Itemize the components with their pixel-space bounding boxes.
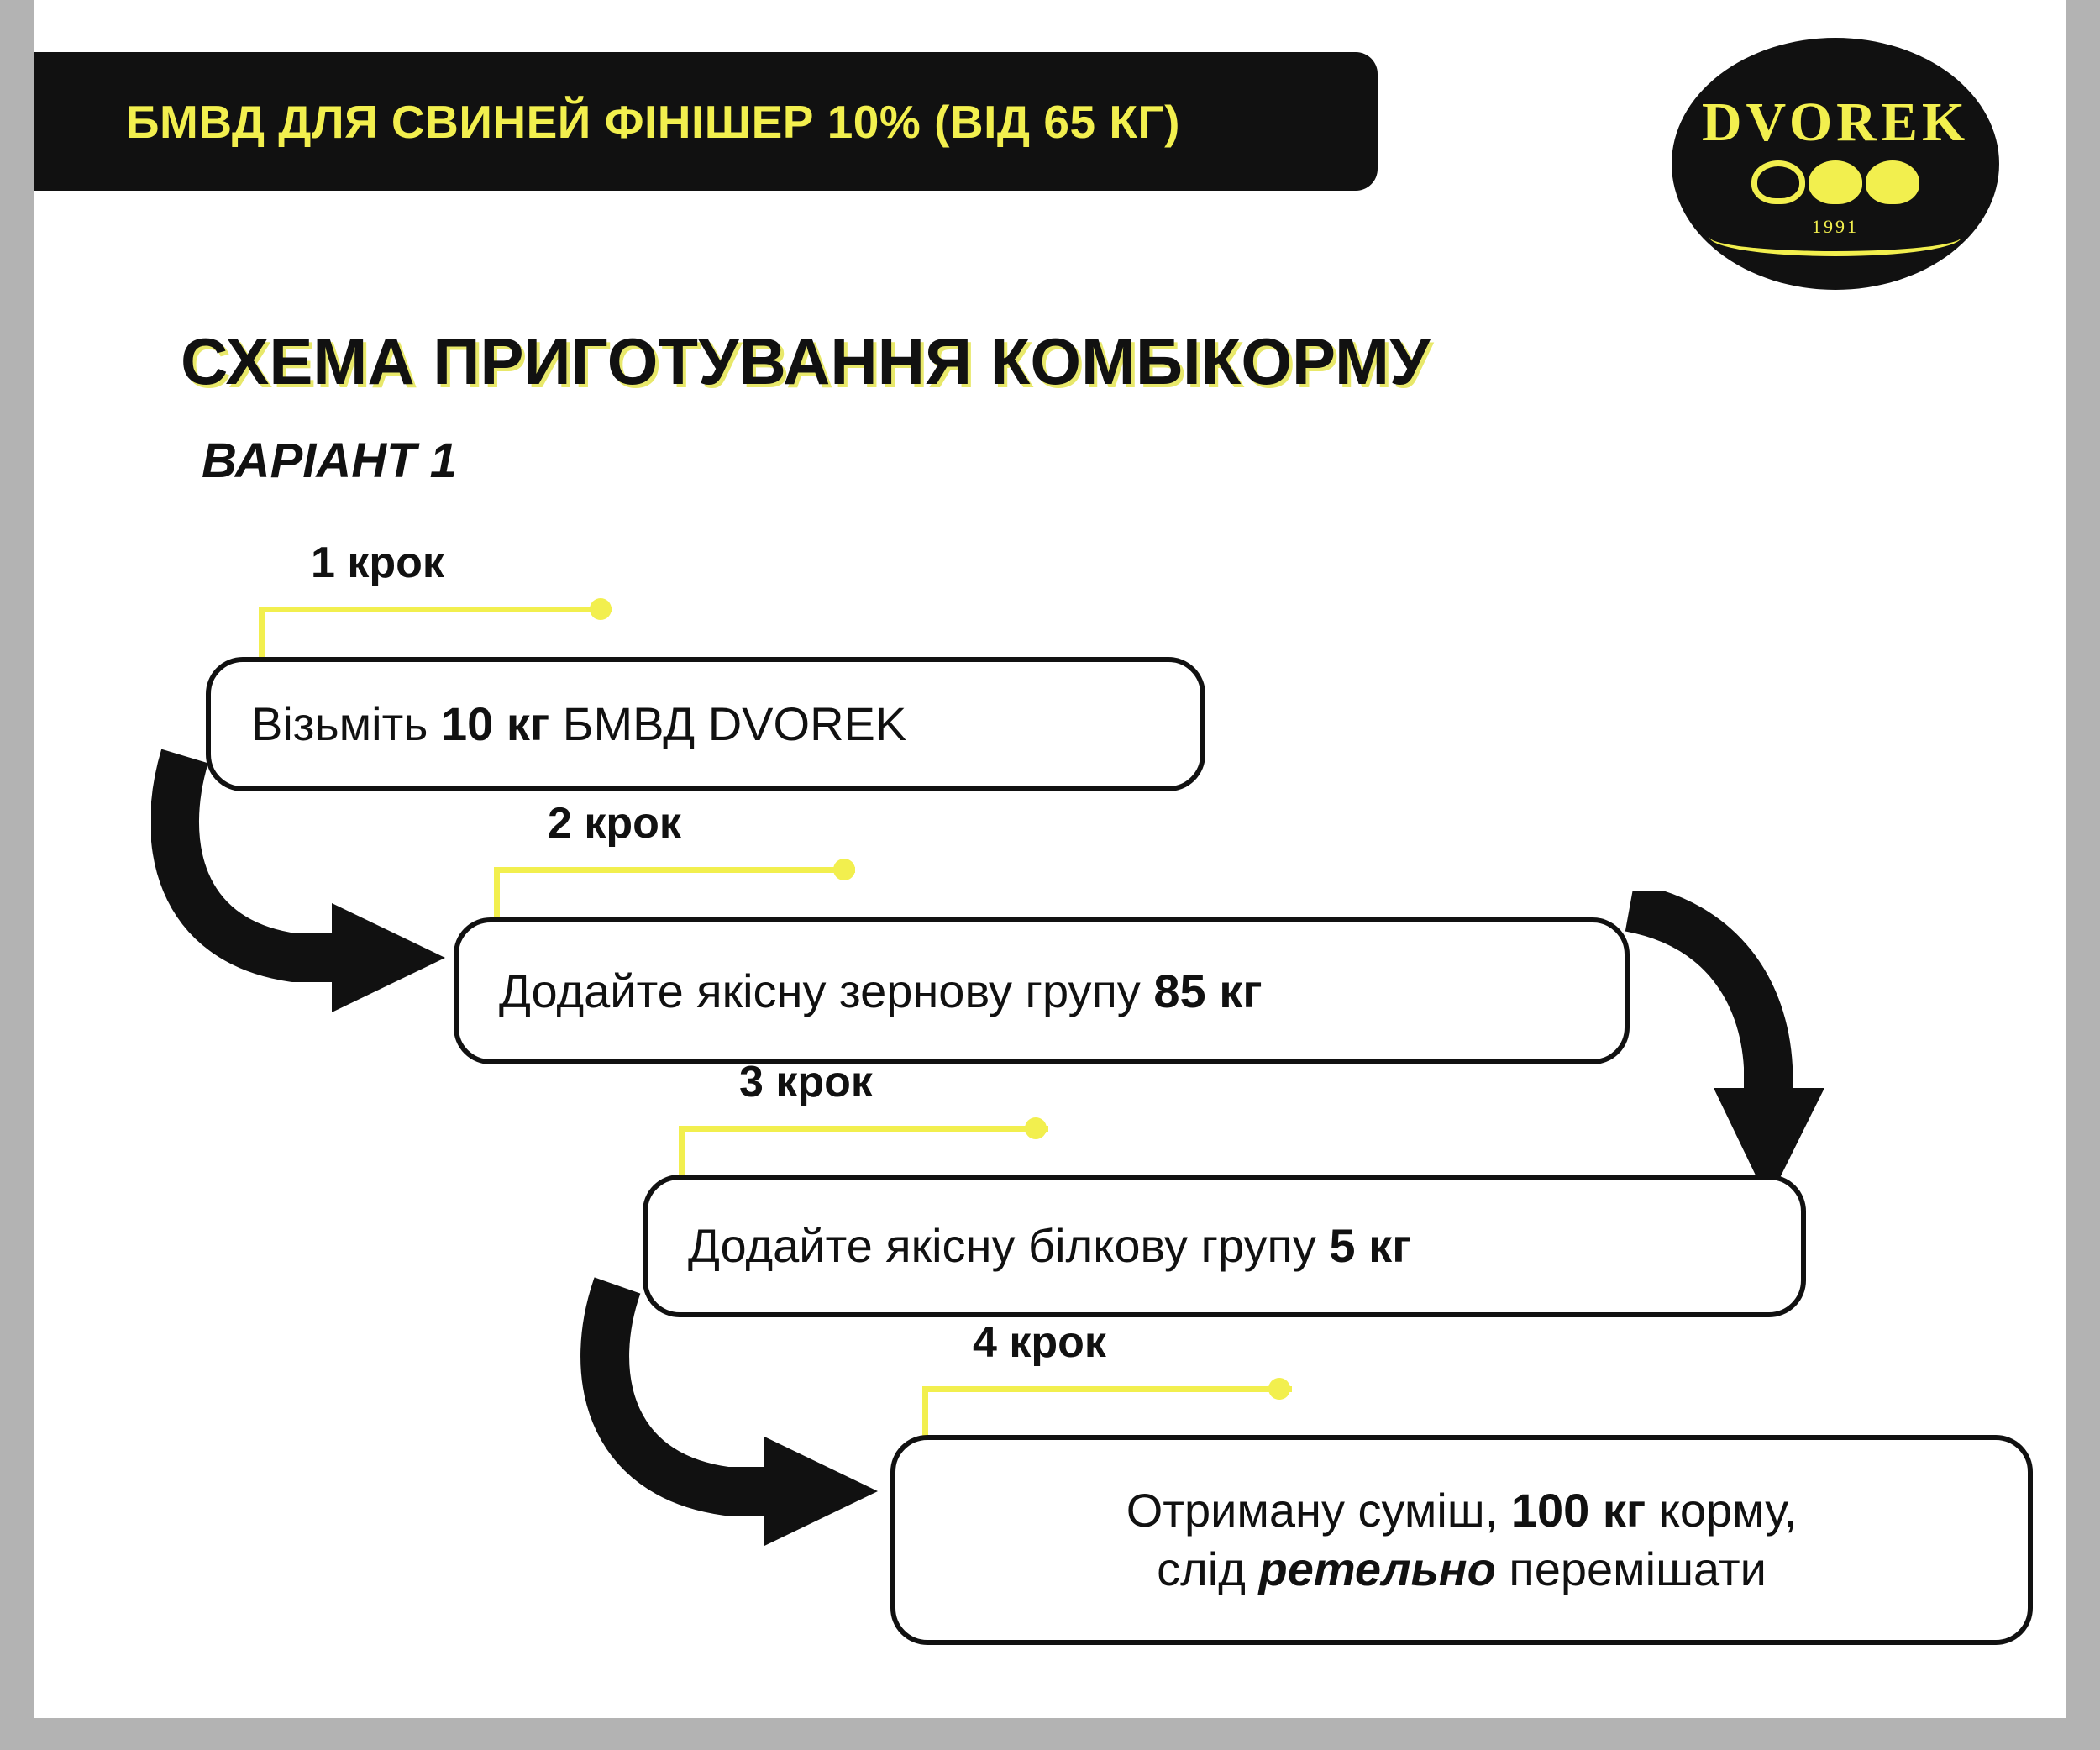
brand-logo xyxy=(1672,38,1999,290)
step-1-text: Візьміть 10 кг БМВД DVOREK xyxy=(251,697,907,750)
variant-heading: ВАРІАНТ 1 xyxy=(202,434,457,488)
logo-wordmark: DVOREK xyxy=(1701,92,1970,153)
wheat-wreath-icon xyxy=(1709,218,1961,256)
step-2-text: Додайте якісну зернову групу 85 кг xyxy=(499,964,1263,1017)
arrow-step2-to-step3 xyxy=(1596,891,1882,1218)
arrow-step3-to-step4 xyxy=(580,1277,932,1554)
logo-year: 1991 xyxy=(1812,216,1859,237)
step-4-text: Отриману суміш, 100 кг корму, слід ретельно перемішати xyxy=(1126,1484,1798,1595)
step-4-label: 4 крок xyxy=(973,1318,1106,1367)
poster-canvas xyxy=(34,0,2066,1718)
pig-icon xyxy=(1809,160,1862,204)
scheme-heading: СХЕМА ПРИГОТУВАННЯ КОМБІКОРМУ xyxy=(181,324,1431,398)
step-2-box xyxy=(454,917,1630,1064)
step-1-label: 1 крок xyxy=(311,539,444,587)
step-3-text: Додайте якісну білкову групу 5 кг xyxy=(688,1219,1412,1272)
pig-icon xyxy=(1866,160,1919,204)
page-title: БМВД ДЛЯ СВИНЕЙ ФІНІШЕР 10% (ВІД 65 КГ) xyxy=(126,95,1180,148)
pig-icon xyxy=(1751,160,1805,204)
pig-icons xyxy=(1751,160,1919,204)
header-title-bar xyxy=(34,52,1378,191)
arrow-step1-to-step2 xyxy=(151,748,504,1025)
step-3-label: 3 крок xyxy=(739,1058,873,1106)
step-2-label: 2 крок xyxy=(548,799,681,848)
step-4-box xyxy=(890,1435,2033,1645)
